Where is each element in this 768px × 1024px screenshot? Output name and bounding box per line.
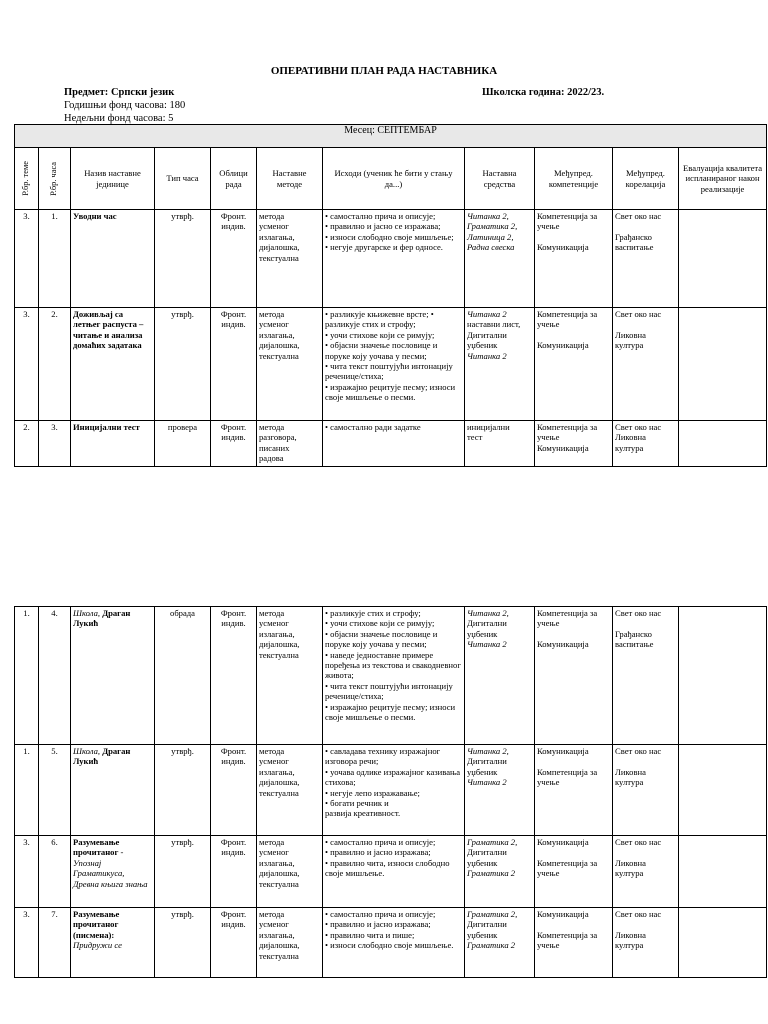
outcome-line: • уочи стихове који се римују; [325, 329, 435, 340]
work-forms-cell [211, 210, 257, 308]
evaluation-cell [679, 607, 767, 745]
teaching-means-line: Граматика 2, [467, 909, 518, 919]
teaching-means-cell [465, 210, 535, 308]
teaching-means-line: Читанка 2, [467, 608, 509, 618]
competence-line [537, 847, 610, 857]
outcomes-cell [323, 421, 465, 467]
correlation-line: Ликовна култура [615, 766, 646, 788]
table-row [15, 908, 767, 978]
outcomes-cell [323, 908, 465, 978]
work-form: Фронт. [220, 837, 247, 847]
topic-number-cell: 2. [15, 421, 39, 467]
correlation-cell [613, 836, 679, 908]
method-line: усменог [259, 319, 289, 330]
evaluation-cell [679, 210, 767, 308]
table-row [15, 210, 767, 308]
teaching-means-cell [465, 745, 535, 836]
correlation-line: Ликовна култура [615, 329, 646, 351]
lesson-number-cell: 2. [39, 308, 71, 421]
lesson-title-part: Уводни час [73, 211, 117, 221]
outcome-line: • објасни значење пословице и поруке коју уочава у песми; [325, 628, 438, 650]
method-line: метода [259, 746, 285, 756]
subject-value: Српски језик [110, 87, 175, 98]
teaching-means-line: Радна свеска [467, 242, 515, 253]
correlation-cell [613, 908, 679, 978]
work-form: индив. [221, 319, 246, 330]
topic-number-cell: 1. [15, 607, 39, 745]
lesson-title-cell [71, 836, 155, 908]
correlation-line [615, 618, 676, 628]
method-line: усменог [259, 618, 289, 629]
work-form: индив. [221, 847, 246, 858]
topic-number-cell: 3. [15, 308, 39, 421]
outcomes-cell [323, 745, 465, 836]
competence-line [537, 629, 610, 639]
school-year-value: 2022/23. [567, 87, 605, 98]
outcome-line: • износи слободно своје мишљење. [325, 940, 454, 951]
teaching-means-line: Граматика 2, [467, 221, 518, 232]
lesson-number-cell: 7. [39, 908, 71, 978]
method-line: усменог [259, 756, 289, 767]
lesson-title-part: Упознај Граматикуса, Древна књига знања [73, 857, 148, 889]
teaching-means-line: Граматика 2 [467, 868, 516, 879]
teaching-means-line: Дигитални [467, 756, 507, 767]
teaching-means-line: Читанка 2, [467, 211, 509, 221]
lesson-type-cell: утврђ. [155, 745, 211, 836]
correlation-line [615, 919, 676, 929]
teaching-means-cell [465, 421, 535, 467]
competences-cell [535, 607, 613, 745]
method-line: дијалошка, [259, 868, 300, 879]
teaching-means-line: Латиница 2, [467, 231, 514, 242]
teaching-means-line: Дигитални уџбеник [467, 329, 507, 351]
lesson-title-cell [71, 908, 155, 978]
methods-cell [257, 745, 323, 836]
teaching-means-line: Дигитални [467, 847, 507, 858]
work-form: индив. [221, 221, 246, 232]
outcome-line: • изражајно рецитује песму; износи своје мишљење о песми. [325, 381, 456, 403]
methods-cell [257, 607, 323, 745]
methods-cell [257, 210, 323, 308]
lesson-type-cell: утврђ. [155, 836, 211, 908]
teaching-means-cell [465, 308, 535, 421]
header-lesson-type: Тип часа [155, 148, 211, 210]
outcome-line: • самостално прича и описује; [325, 211, 436, 221]
work-form: Фронт. [220, 909, 247, 919]
header-work-forms: Облици рада [211, 148, 257, 210]
outcome-line: • правилно и јасно се изражава; [325, 221, 441, 232]
lesson-type-cell: утврђ. [155, 308, 211, 421]
teaching-means-line: наставни лист, [467, 319, 521, 330]
correlation-line: Свет око нас [615, 608, 662, 618]
method-line: излагања, [259, 857, 295, 868]
correlation-line: Ликовна култура [615, 929, 646, 951]
method-line: усменог [259, 221, 289, 232]
correlation-line: Свет око нас [615, 422, 662, 432]
method-line: метода [259, 211, 285, 221]
teaching-means-line: Читанка 2 [467, 350, 507, 361]
competence-line: Комуникација [537, 639, 589, 650]
correlation-line [615, 756, 676, 766]
header-evaluation: Евалуација квалитета испланираног након реализације [679, 148, 767, 210]
methods-cell [257, 836, 323, 908]
topic-number-cell: 3. [15, 210, 39, 308]
lesson-title-cell [71, 421, 155, 467]
outcome-line: • богати речник и [325, 798, 389, 809]
evaluation-cell [679, 908, 767, 978]
header-topic-number [15, 148, 39, 210]
teaching-means-line: Граматика 2 [467, 940, 516, 951]
teaching-means-line: Читанка 2 [467, 639, 507, 650]
outcome-line: • чита текст поштујући интонацију реченице/стиха; [325, 680, 453, 702]
outcome-line: • чита текст поштујући интонацију реченице/стиха; [325, 361, 453, 382]
outcome-line: • износи слободно своје мишљење; [325, 231, 454, 242]
competence-line: Компетенција за учење [537, 857, 598, 879]
competence-line [537, 756, 610, 766]
correlation-line [615, 319, 676, 329]
lesson-title-part: Доживљај са летњег распуста – читање и анализа домаћих задатака [73, 309, 144, 351]
competences-cell [535, 836, 613, 908]
lesson-title-part: Придружи се [73, 940, 122, 951]
outcome-line: • савладава технику изражајног изговора речи; [325, 746, 441, 767]
lesson-title-part: Драган Лукић [73, 608, 131, 629]
competence-line: Комуникација [537, 837, 589, 847]
lesson-title-cell [71, 745, 155, 836]
competence-line: Компетенција за учење [537, 608, 598, 629]
lesson-title-part: Иницијални тест [73, 422, 140, 432]
teaching-means-cell [465, 607, 535, 745]
header-competences: Међупред. компетенције [535, 148, 613, 210]
correlation-line: Свет око нас [615, 746, 662, 756]
column-headers [15, 148, 767, 210]
weekly-hours: Недељни фонд часова: 5 [64, 113, 174, 124]
lesson-title-part: Разумевање прочитаног [73, 837, 120, 858]
method-line: текстуална [259, 878, 299, 889]
outcomes-cell [323, 836, 465, 908]
work-forms-cell [211, 908, 257, 978]
teaching-means-line: Граматика 2, [467, 837, 518, 847]
page-title: ОПЕРАТИВНИ ПЛАН РАДА НАСТАВНИКА [270, 65, 498, 77]
correlation-line: Ликовна култура [615, 432, 646, 453]
outcome-line: • самостално ради задатке [325, 422, 421, 432]
competence-line [537, 919, 610, 929]
header-lesson-number-text: Р.бр. часа [49, 161, 59, 196]
competences-cell [535, 210, 613, 308]
outcome-line: • правилно чита, износи слободно своје мишљење. [325, 857, 450, 879]
competences-cell [535, 745, 613, 836]
evaluation-cell [679, 836, 767, 908]
teaching-means-line: Читанка 2, [467, 746, 509, 756]
lesson-title-part: , [97, 608, 103, 618]
school-year-line [482, 86, 604, 99]
month-header: Месец: СЕПТЕМБАР [15, 125, 767, 148]
methods-cell [257, 908, 323, 978]
correlation-line: Грађанско васпитање [615, 231, 654, 253]
teaching-means-cell [465, 908, 535, 978]
outcome-line: • разликује стих и строфу; [325, 608, 421, 618]
work-form: индив. [221, 919, 246, 930]
plan-table-page-2 [14, 606, 767, 978]
method-line: излагања, [259, 929, 295, 940]
work-form: Фронт. [220, 608, 247, 618]
method-line: метода [259, 422, 285, 432]
method-line: дијалошка, [259, 340, 300, 351]
competences-cell [535, 421, 613, 467]
work-form: Фронт. [220, 309, 247, 319]
teaching-means-line: иницијални [467, 422, 510, 432]
correlation-cell [613, 745, 679, 836]
method-line: излагања, [259, 628, 295, 639]
work-forms-cell [211, 607, 257, 745]
method-line: усменог [259, 919, 289, 930]
teaching-means-line: Дигитални [467, 919, 507, 930]
teaching-means-line: уџбеник [467, 628, 498, 639]
method-line: дијалошка, [259, 940, 300, 951]
lesson-type-cell: обрада [155, 607, 211, 745]
school-year-label: Школска година: [482, 87, 565, 98]
teaching-means-cell [465, 836, 535, 908]
correlation-line: Грађанско васпитање [615, 628, 654, 650]
method-line: излагања, [259, 329, 295, 340]
method-line: дијалошка, [259, 639, 300, 650]
methods-cell [257, 308, 323, 421]
method-line: текстуална [259, 649, 299, 660]
subject-label: Предмет: [64, 87, 109, 98]
lesson-title-part: Школа [73, 608, 98, 618]
lesson-number-cell: 5. [39, 745, 71, 836]
correlation-line: Свет око нас [615, 909, 662, 919]
lesson-number-cell: 6. [39, 836, 71, 908]
work-form: индив. [221, 756, 246, 767]
method-line: метода [259, 309, 285, 319]
method-line: дијалошка, [259, 242, 300, 253]
teaching-means-line: уџбеник [467, 857, 498, 868]
lesson-title-part: - [118, 847, 124, 858]
teaching-means-line: уџбеник [467, 929, 498, 940]
method-line: писаних [259, 442, 290, 453]
outcome-line: • наведе једноставне примере поређења из текстова и свакодневног живота; [325, 649, 461, 681]
lesson-title-cell [71, 308, 155, 421]
method-line: текстуална [259, 787, 299, 798]
table-row [15, 836, 767, 908]
plan-table-page-1 [14, 124, 767, 467]
outcome-line: • уочи стихове који се римују; [325, 618, 435, 629]
teaching-means-line: Читанка 2 [467, 309, 507, 319]
work-form: индив. [221, 618, 246, 629]
outcome-line: • изражајно рецитује песму; износи своје мишљење о песми. [325, 701, 456, 723]
correlation-line [615, 221, 676, 231]
topic-number-cell: 1. [15, 745, 39, 836]
correlation-line: Свет око нас [615, 309, 662, 319]
teaching-means-line: уџбеник [467, 766, 498, 777]
methods-cell [257, 421, 323, 467]
lesson-type-cell: провера [155, 421, 211, 467]
method-line: текстуална [259, 350, 299, 361]
header-correlation: Међупред. корелација [613, 148, 679, 210]
header-methods: Наставне методе [257, 148, 323, 210]
lesson-title-part: Разумевање прочитаног (писмена): [73, 909, 120, 940]
lesson-title-cell [71, 210, 155, 308]
outcome-line: • самостално прича и описује; [325, 837, 436, 847]
method-line: излагања, [259, 231, 295, 242]
topic-number-cell: 3. [15, 836, 39, 908]
competence-line [537, 232, 610, 242]
work-form: индив. [221, 432, 246, 443]
evaluation-cell [679, 308, 767, 421]
work-form: Фронт. [220, 746, 247, 756]
competence-line: Комуникација [537, 340, 589, 351]
correlation-cell [613, 607, 679, 745]
lesson-title-cell [71, 607, 155, 745]
competence-line: Компетенција за учење [537, 929, 598, 951]
competence-line: Компетенција за учење [537, 422, 598, 443]
method-line: метода [259, 608, 285, 618]
work-forms-cell [211, 421, 257, 467]
outcome-line: • самостално прича и описује; [325, 909, 436, 919]
outcomes-cell [323, 607, 465, 745]
correlation-cell [613, 210, 679, 308]
competence-line: Комуникација [537, 242, 589, 253]
competence-line: Комуникација [537, 746, 589, 756]
competence-line: Компетенција за учење [537, 309, 598, 330]
teaching-means-line: Дигитални [467, 618, 507, 629]
correlation-line: Свет око нас [615, 211, 662, 221]
evaluation-cell [679, 421, 767, 467]
lesson-number-cell: 1. [39, 210, 71, 308]
method-line: текстуална [259, 950, 299, 961]
correlation-line: Свет око нас [615, 837, 662, 847]
outcome-line: • разликује књижевне врсте; • разликује стих и строфу; [325, 309, 434, 330]
outcome-line: • правилно и јасно изражава; [325, 919, 431, 930]
lesson-type-cell: утврђ. [155, 210, 211, 308]
header-teaching-means: Наставна средства [465, 148, 535, 210]
method-line: текстуална [259, 252, 299, 263]
work-forms-cell [211, 836, 257, 908]
teaching-means-line: Читанка 2 [467, 777, 507, 788]
subject-line [64, 86, 174, 99]
header-lesson-number [39, 148, 71, 210]
header-outcomes: Исходи (ученик ће бити у стању да...) [323, 148, 465, 210]
topic-number-cell: 3. [15, 908, 39, 978]
outcome-line: • негује лепо изражавање; [325, 787, 420, 798]
annual-hours: Годишњи фонд часова: 180 [64, 100, 186, 111]
method-line: разговора, [259, 432, 297, 443]
lesson-title-part: , [97, 746, 103, 756]
work-form: Фронт. [220, 422, 247, 432]
method-line: метода [259, 837, 285, 847]
outcome-line: • уочава одлике изражајног казивања стихова; [325, 766, 461, 788]
correlation-line [615, 847, 676, 857]
method-line: радова [259, 453, 284, 464]
evaluation-cell [679, 745, 767, 836]
competence-line: Комуникација [537, 909, 589, 919]
outcomes-cell [323, 308, 465, 421]
work-forms-cell [211, 308, 257, 421]
outcomes-cell [323, 210, 465, 308]
competences-cell [535, 308, 613, 421]
outcome-line: • правилно и јасно изражава; [325, 847, 431, 858]
table-row [15, 607, 767, 745]
correlation-cell [613, 421, 679, 467]
work-form: Фронт. [220, 211, 247, 221]
outcome-line: • правилно чита и пише; [325, 929, 415, 940]
header-lesson-title: Назив наставне јединице [71, 148, 155, 210]
competence-line: Компетенција за учење [537, 211, 598, 232]
outcome-line: развија креативност. [325, 808, 401, 819]
correlation-line: Ликовна култура [615, 857, 646, 879]
outcome-line: • објасни значење пословице и поруке коју уочава у песми; [325, 340, 438, 361]
outcome-line: • негује другарске и фер односе. [325, 242, 443, 253]
correlation-cell [613, 308, 679, 421]
lesson-number-cell: 3. [39, 421, 71, 467]
lesson-title-part: Школа [73, 746, 98, 756]
lesson-type-cell: утврђ. [155, 908, 211, 978]
method-line: дијалошка, [259, 777, 300, 788]
method-line: метода [259, 909, 285, 919]
method-line: излагања, [259, 766, 295, 777]
table-row [15, 745, 767, 836]
lesson-number-cell: 4. [39, 607, 71, 745]
lesson-title-part: Драган Лукић [73, 746, 131, 767]
table-row [15, 421, 767, 467]
competence-line: Комуникација [537, 442, 589, 453]
method-line: усменог [259, 847, 289, 858]
competences-cell [535, 908, 613, 978]
table-row [15, 308, 767, 421]
work-forms-cell [211, 745, 257, 836]
teaching-means-line: тест [467, 432, 483, 443]
header-topic-number-text: Р.бр. теме [21, 161, 31, 196]
competence-line: Компетенција за учење [537, 766, 598, 788]
competence-line [537, 330, 610, 340]
